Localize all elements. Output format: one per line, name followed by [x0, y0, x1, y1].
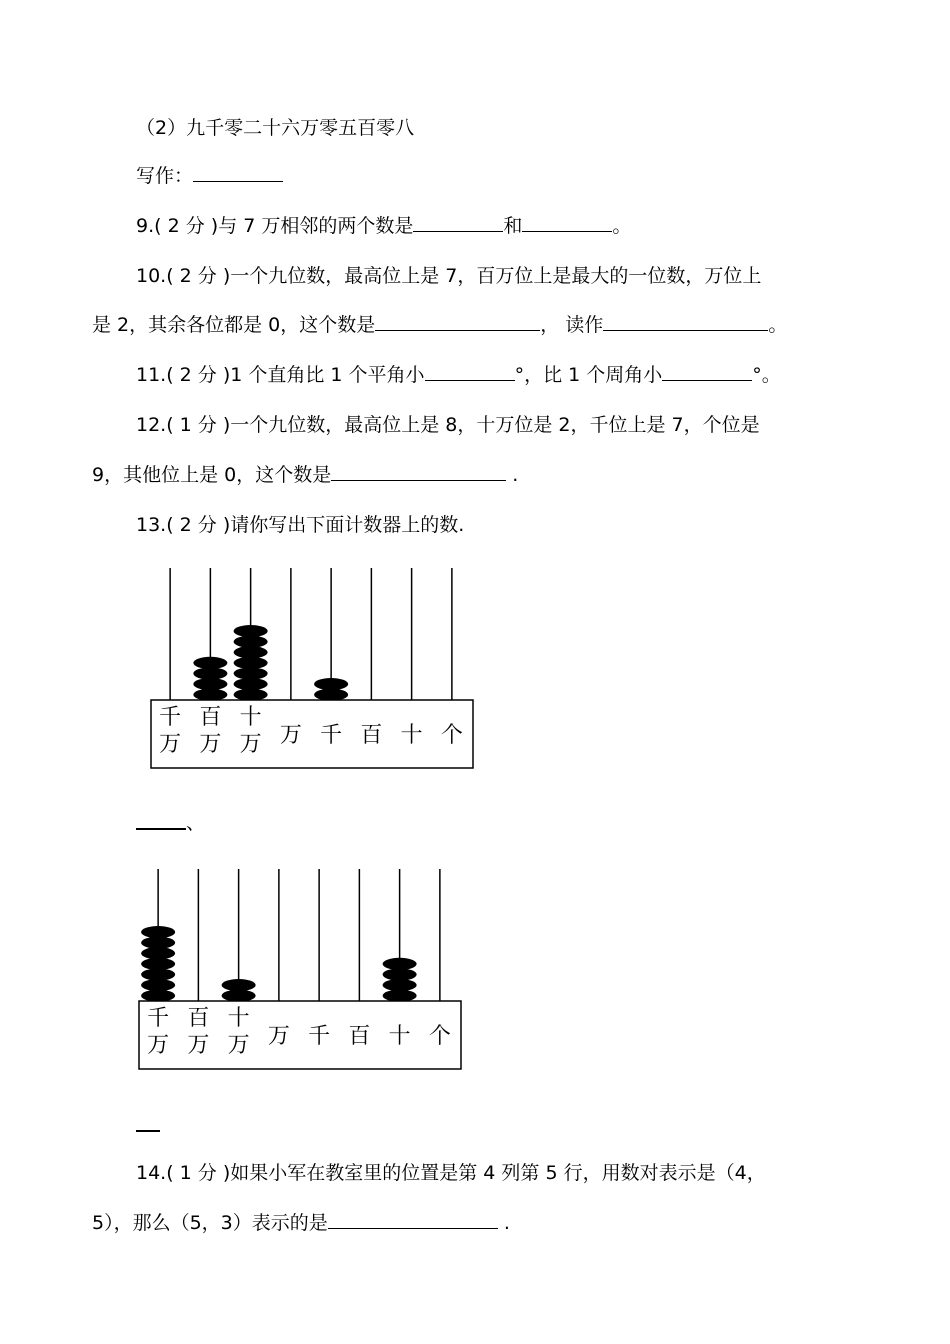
abacus-1-bead — [234, 678, 268, 690]
abacus-2-place-label: 十 — [388, 1024, 411, 1049]
q13-blank-2[interactable] — [136, 1114, 160, 1132]
question-10-line2: 是 2，其余各位都是 0，这个数是 ， 读作 。 — [92, 314, 788, 336]
abacus-1-place-label: 万 — [239, 732, 262, 757]
q9-blank-1[interactable] — [413, 213, 503, 232]
abacus-1-place-label: 万 — [279, 723, 302, 748]
question-9: 9.( 2 分 )与 7 万相邻的两个数是 和 。 — [136, 215, 632, 237]
question-10: 10.( 2 分 )一个九位数，最高位上是 7，百万位上是最大的一位数，万位上 — [136, 265, 762, 287]
abacus-1 — [150, 565, 480, 775]
abacus-1-place-label: 百 — [360, 723, 383, 748]
abacus-2-bead — [141, 926, 175, 938]
q8-part2-write-line: 写作： — [136, 163, 283, 189]
abacus-2-bead — [222, 979, 256, 991]
q13-separator: 、 — [186, 812, 206, 834]
abacus-1-bead — [314, 678, 348, 690]
abacus-1-bead — [193, 689, 227, 701]
q9-blank-2[interactable] — [522, 213, 612, 232]
abacus-2-bead — [222, 990, 256, 1002]
abacus-1-bead — [193, 678, 227, 690]
abacus-1-place-label: 万 — [159, 732, 182, 757]
question-12-line2: 9，其他位上是 0，这个数是 . — [92, 464, 519, 486]
abacus-1-bead — [234, 667, 268, 679]
question-13: 13.( 2 分 )请你写出下面计数器上的数. — [136, 514, 465, 536]
abacus-2-bead — [141, 968, 175, 980]
abacus-2-bead — [383, 979, 417, 991]
abacus-2-bead — [383, 990, 417, 1002]
abacus-2-bead — [383, 968, 417, 980]
q14-blank[interactable] — [328, 1210, 498, 1229]
question-11: 11.( 2 分 )1 个直角比 1 个平角小 °，比 1 个周角小 °。 — [136, 364, 781, 386]
abacus-1-place-label: 千 — [159, 705, 182, 730]
q8-part2-label: （2）九千零二十六万零五百零八 — [136, 117, 415, 139]
abacus-1-bead — [234, 625, 268, 637]
q8-answer-blank[interactable] — [193, 163, 283, 182]
abacus-2-place-label: 十 — [227, 1006, 250, 1031]
abacus-2-place-label: 千 — [147, 1006, 170, 1031]
abacus-2-place-label: 百 — [187, 1006, 210, 1031]
question-14: 14.( 1 分 )如果小军在教室里的位置是第 4 列第 5 行，用数对表示是（4， — [136, 1162, 766, 1184]
abacus-1-bead — [193, 657, 227, 669]
abacus-2-place-label: 个 — [428, 1024, 451, 1049]
abacus-1-place-label: 个 — [440, 723, 463, 748]
abacus-2-bead — [141, 979, 175, 991]
abacus-2-place-label: 百 — [348, 1024, 371, 1049]
abacus-1-place-label: 十 — [239, 705, 262, 730]
abacus-2-bead — [141, 958, 175, 970]
abacus-2-bead — [141, 937, 175, 949]
question-12: 12.( 1 分 )一个九位数，最高位上是 8，十万位是 2，千位上是 7，个位是 — [136, 414, 760, 436]
abacus-2-place-label: 万 — [187, 1033, 210, 1058]
abacus-2 — [138, 866, 468, 1076]
abacus-1-bead — [314, 689, 348, 701]
q13-blank-1[interactable] — [136, 812, 186, 830]
abacus-1-bead — [234, 689, 268, 701]
abacus-1-place-label: 百 — [199, 705, 222, 730]
q12-blank[interactable] — [331, 462, 506, 481]
abacus-1-bead — [193, 667, 227, 679]
q10-blank-number[interactable] — [375, 312, 540, 331]
q10-blank-reading[interactable] — [603, 312, 768, 331]
question-14-line2: 5），那么（5，3）表示的是 . — [92, 1212, 510, 1234]
abacus-1-bead — [234, 646, 268, 658]
abacus-1-place-label: 十 — [400, 723, 423, 748]
abacus-1-bead — [234, 657, 268, 669]
abacus-2-place-label: 万 — [147, 1033, 170, 1058]
abacus-1-bead — [234, 636, 268, 648]
q11-blank-1[interactable] — [425, 362, 515, 381]
abacus-1-place-label: 万 — [199, 732, 222, 757]
abacus-1-place-label: 千 — [320, 723, 343, 748]
abacus-2-bead — [141, 990, 175, 1002]
abacus-2-bead — [141, 947, 175, 959]
abacus-2-place-label: 万 — [227, 1033, 250, 1058]
abacus-2-place-label: 千 — [308, 1024, 331, 1049]
abacus-2-bead — [383, 958, 417, 970]
q11-blank-2[interactable] — [662, 362, 752, 381]
abacus-2-place-label: 万 — [267, 1024, 290, 1049]
